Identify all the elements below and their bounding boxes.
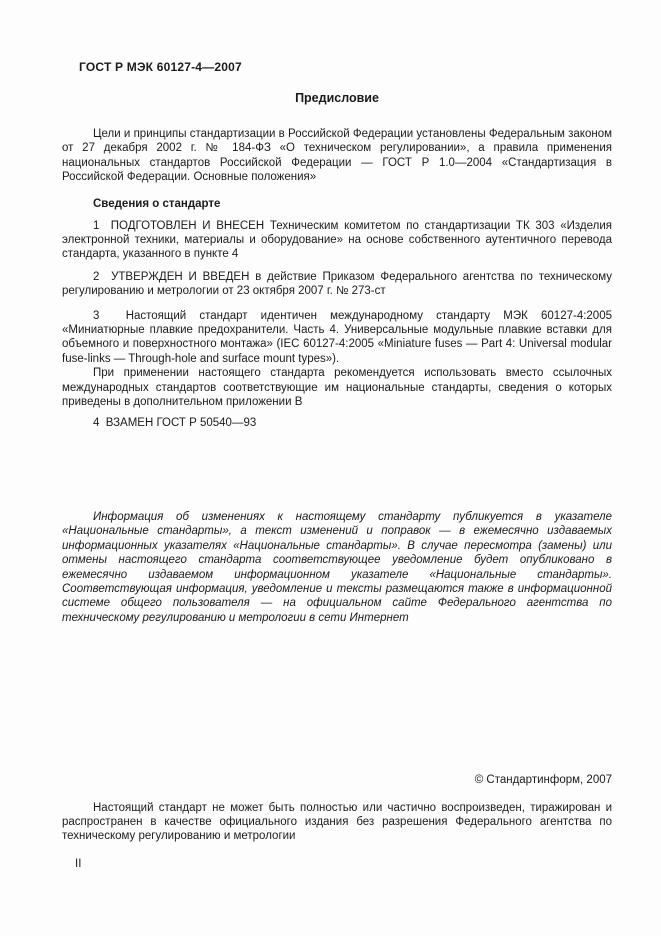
- intro-paragraph: Цели и принципы стандартизации в Российской Федерации установлены Федеральным законом от 27 декабря 2002 г. № 184-ФЗ «О техническом регулировании», а правила применения национальных стандартов Российской Федерации — ГОСТ Р 1.0—2004 «Стандартизация в Российской Федерации. Основные положения»: [62, 128, 612, 184]
- standard-info-item-2: 2 УТВЕРЖДЕН И ВВЕДЕН в действие Приказом Федерального агентства по техническому регулированию и метрологии от 23 октября 2007 г. № 273-ст: [62, 270, 612, 298]
- standard-info-item-3-note: При применении настоящего стандарта рекомендуется использовать вместо ссылочных международных стандартов соответствующие им национальные стандарты, сведения о которых приведены в дополнительном приложении В: [62, 367, 612, 409]
- copyright-line: © Стандартинформ, 2007: [474, 774, 612, 787]
- amendments-notice: Информация об изменениях к настоящему стандарту публикуется в указателе «Национальные стандарты», а текст изменений и поправок — в ежемесячно издаваемых информационных указателях «Национальные стандарты». В случае пересмотра (замены) или отмены настоящего стандарта соответствующее уведомление будет опубликовано в ежемесячно издаваемом информационном указателе «Национальные стандарты». Соответствующая информация, уведомление и тексты размещаются также в информационной системе общего пользователя — на официальном сайте Федерального агентства по техническому регулированию и метрологии в сети Интернет: [62, 510, 612, 624]
- page-title: Предисловие: [295, 91, 379, 105]
- page-number: II: [75, 857, 82, 870]
- section-heading-standard-info: Сведения о стандарте: [93, 197, 221, 210]
- document-code: ГОСТ Р МЭК 60127-4—2007: [79, 60, 242, 74]
- standard-info-item-1: 1 ПОДГОТОВЛЕН И ВНЕСЕН Техническим комитетом по стандартизации ТК 303 «Изделия электронной техники, материалы и оборудование» на основе собственного аутентичного перевода стандарта, указанного в пункте 4: [62, 219, 612, 261]
- standard-info-item-3: 3 Настоящий стандарт идентичен международному стандарту МЭК 60127-4:2005 «Миниатюрные плавкие предохранители. Часть 4. Универсальные модульные плавкие вставки для объемного и поверхностного монтажа» (IEC 60127-4:2005 «Miniature fuses — Part 4: Universal modular fuse-links — Through-hole and surface mount types»).: [62, 309, 612, 365]
- standard-info-item-4: 4 ВЗАМЕН ГОСТ Р 50540—93: [93, 416, 257, 429]
- reproduction-restriction: Настоящий стандарт не может быть полностью или частично воспроизведен, тиражирован и распространен в качестве официального издания без разрешения Федерального агентства по техническому регулированию и метрологии: [62, 801, 612, 843]
